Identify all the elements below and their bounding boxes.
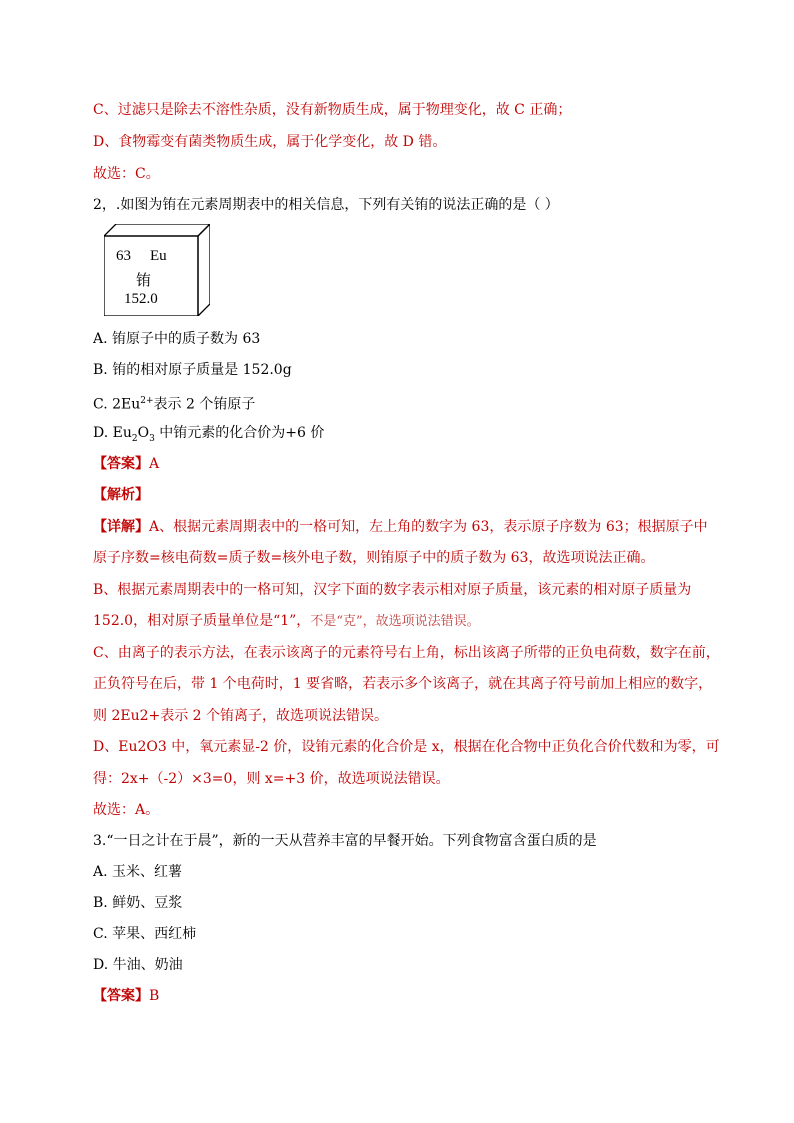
answer-label: 【答案】: [93, 456, 149, 472]
q2-option-d-mid: O: [137, 425, 150, 441]
answer-choice-a: 故选：A。: [93, 802, 160, 818]
q3-option-c: C. 苹果、西红柿: [93, 926, 197, 942]
q2-option-c-prefix: C. 2Eu: [93, 396, 141, 413]
q2-option-c-suffix: 表示 2 个铕原子: [153, 396, 256, 413]
analysis-b2-part2: 不是“克”，故选项说法错误。: [310, 614, 480, 629]
q2-option-d-suffix: 中铕元素的化合价为+6 价: [154, 425, 325, 441]
q2-option-c-sup: 2+: [140, 396, 154, 406]
answer-value: A: [149, 456, 160, 472]
analysis-c-line2: 正负符号在后，带 1 个电荷时，1 要省略，若表示多个该离子，就在其离子符号前加上相应的数字，: [93, 676, 713, 692]
q2-option-d-sub1: 2: [131, 433, 138, 444]
q3-answer: [93, 986, 159, 1006]
q3-option-a: A. 玉米、红薯: [93, 864, 183, 880]
analysis-label: 【解析】: [93, 487, 149, 503]
element-symbol: Eu: [150, 248, 167, 264]
atomic-number: 63: [116, 248, 131, 264]
q2-option-a: A. 铕原子中的质子数为 63: [93, 331, 261, 347]
analysis-b-line1: B、根据元素周期表中的一格可知，汉字下面的数字表示相对原子质量，该元素的相对原子质量为: [93, 582, 692, 598]
element-name: 铕: [136, 271, 152, 289]
analysis-a-line1: [93, 517, 708, 537]
q2-option-d: [93, 423, 324, 449]
analysis-a-line2: 原子序数=核电荷数=质子数=核外电子数，则铕原子中的质子数为 63，故选项说法正确。: [93, 550, 655, 566]
analysis-c-line1: C、由离子的表示方法，在表示该离子的元素符号右上角，标出该离子所带的正负电荷数，数字在前，: [93, 645, 720, 661]
atomic-mass: 152.0: [124, 291, 158, 307]
analysis-d-line2: 得：2x+（-2）×3=0，则 x=+3 价，故选项说法错误。: [93, 771, 450, 787]
q3-option-d: D. 牛油、奶油: [93, 957, 183, 973]
q2-option-d-sub2: 3: [149, 433, 155, 444]
q3-answer-value: B: [149, 988, 160, 1004]
question-2: 2，.如图为铕在元素周期表中的相关信息，下列有关铕的说法正确的是（ ）: [93, 197, 559, 213]
analysis-heading: [93, 485, 149, 505]
q3-option-b: B. 鲜奶、豆浆: [93, 895, 183, 911]
analysis-b2-part1: 152.0，相对原子质量单位是“1”，: [93, 613, 311, 629]
q2-option-c: [93, 391, 255, 415]
analysis-c-line3: 则 2Eu2+表示 2 个铕离子，故选项说法错误。: [93, 708, 389, 724]
explanation-d-mold: D、食物霉变有菌类物质生成，属于化学变化，故 D 错。: [93, 134, 447, 150]
explanation-c-filter: C、过滤只是除去不溶性杂质，没有新物质生成，属于物理变化，故 C 正确；: [93, 102, 572, 118]
q2-option-b: B. 铕的相对原子质量是 152.0g: [93, 362, 292, 378]
q2-option-d-prefix: D. Eu: [93, 425, 132, 441]
analysis-b-line2: [93, 611, 480, 632]
answer-choice-c: 故选：C。: [93, 166, 160, 182]
question-3: 3.“一日之计在于晨”，新的一天从营养丰富的早餐开始。下列食物富含蛋白质的是: [93, 833, 597, 849]
q2-answer: [93, 454, 159, 474]
analysis-d-line1: D、Eu2O3 中，氧元素显-2 价，设铕元素的化合价是 x，根据在化合物中正负化合价代数和为零，可: [93, 739, 720, 755]
q3-answer-label: 【答案】: [93, 988, 149, 1004]
periodic-element-cell: [104, 224, 210, 316]
detail-label: 【详解】: [93, 519, 149, 535]
analysis-a1-text: A、根据元素周期表中的一格可知，左上角的数字为 63，表示原子序数为 63；根据原子中: [149, 519, 708, 535]
